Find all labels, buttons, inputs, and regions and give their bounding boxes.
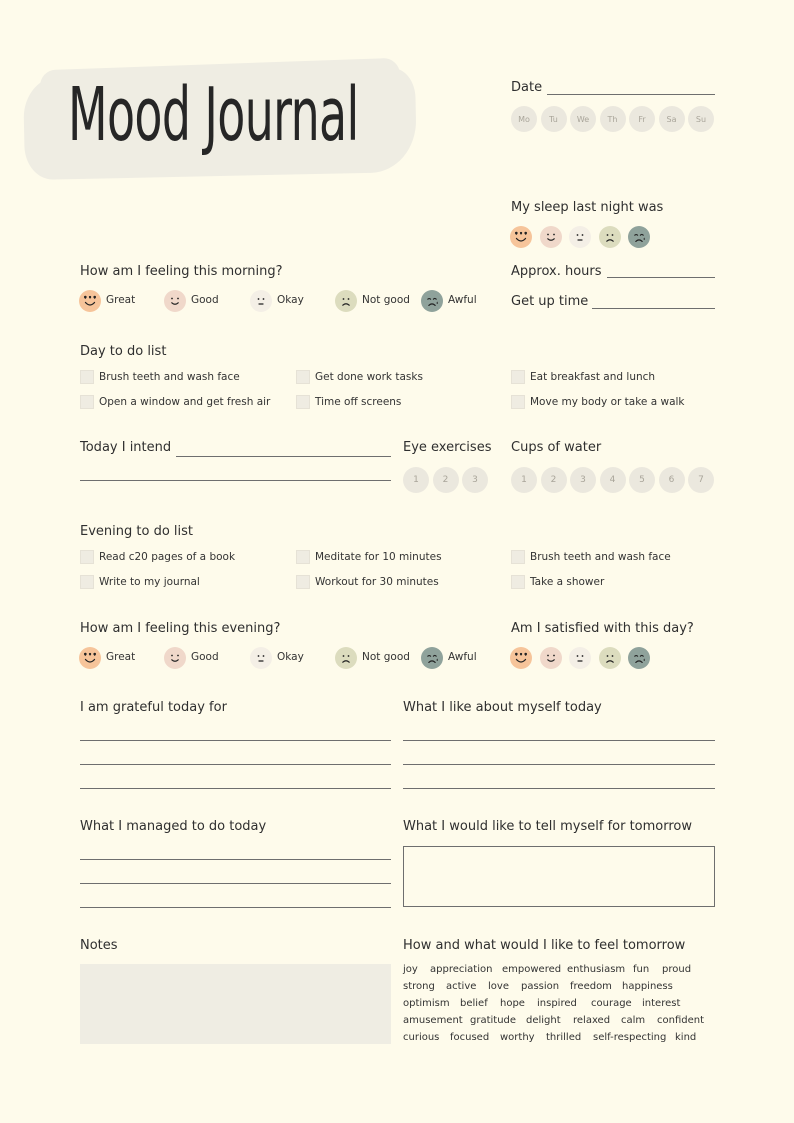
morning-mood-label: Good — [191, 294, 219, 306]
feeling-word[interactable]: joy — [403, 964, 418, 975]
intend-line-1[interactable] — [176, 456, 391, 457]
eye-count-3[interactable]: 3 — [462, 467, 488, 493]
day-todo-item-label: Time off screens — [315, 396, 402, 408]
day-th[interactable]: Th — [600, 106, 626, 132]
like-myself-line-3[interactable] — [403, 788, 715, 789]
getup-line[interactable] — [592, 308, 715, 309]
feeling-word[interactable]: calm — [621, 1015, 646, 1026]
satisfied-label: Am I satisfied with this day? — [511, 621, 694, 636]
evening-label: How am I feeling this evening? — [80, 621, 281, 636]
grateful-line-2[interactable] — [80, 764, 391, 765]
day-su[interactable]: Su — [688, 106, 714, 132]
morning-great-icon[interactable] — [79, 290, 101, 312]
day-tu[interactable]: Tu — [541, 106, 567, 132]
feeling-word[interactable]: inspired — [537, 998, 577, 1009]
feel-tomorrow-label: How and what would I like to feel tomorrow — [403, 938, 686, 953]
managed-line-1[interactable] — [80, 859, 391, 860]
feeling-word[interactable]: kind — [675, 1032, 697, 1043]
evening-todo-checkbox[interactable] — [80, 550, 94, 564]
evening-mood-label: Okay — [277, 651, 304, 663]
morning-mood-label: Awful — [448, 294, 477, 306]
satisfied-face-awful-icon[interactable] — [628, 647, 650, 669]
feeling-word[interactable]: worthy — [500, 1032, 535, 1043]
morning-mood-label: Great — [106, 294, 136, 306]
day-todo-checkbox[interactable] — [296, 370, 310, 384]
feeling-word[interactable]: proud — [662, 964, 692, 975]
evening-todo-checkbox[interactable] — [511, 575, 525, 589]
evening-not-good-icon[interactable] — [335, 647, 357, 669]
feeling-word[interactable]: curious — [403, 1032, 440, 1043]
morning-not-good-icon[interactable] — [335, 290, 357, 312]
feeling-word[interactable]: hope — [500, 998, 525, 1009]
day-mo[interactable]: Mo — [511, 106, 537, 132]
feeling-word[interactable]: relaxed — [573, 1015, 611, 1026]
morning-mood-label: Okay — [277, 294, 304, 306]
evening-todo-checkbox[interactable] — [511, 550, 525, 564]
evening-todo-item-label: Read c20 pages of a book — [99, 551, 236, 563]
water-count-1[interactable]: 1 — [511, 467, 537, 493]
feeling-word[interactable]: fun — [633, 964, 650, 975]
intend-line-2[interactable] — [80, 480, 391, 481]
feeling-word[interactable]: self-respecting — [593, 1032, 667, 1043]
managed-line-2[interactable] — [80, 883, 391, 884]
feeling-word[interactable]: confident — [657, 1015, 705, 1026]
day-fr[interactable]: Fr — [629, 106, 655, 132]
managed-label: What I managed to do today — [80, 819, 267, 834]
water-label: Cups of water — [511, 440, 602, 455]
morning-awful-icon[interactable] — [421, 290, 443, 312]
hours-label: Approx. hours — [511, 264, 602, 279]
evening-mood-label: Awful — [448, 651, 477, 663]
date-label: Date — [511, 80, 543, 95]
feeling-word[interactable]: optimism — [403, 998, 450, 1009]
feeling-word[interactable]: passion — [521, 981, 560, 992]
day-todo-checkbox[interactable] — [296, 395, 310, 409]
tell-tomorrow-label: What I would like to tell myself for tomorrow — [403, 819, 693, 834]
day-todo-checkbox[interactable] — [511, 370, 525, 384]
grateful-line-3[interactable] — [80, 788, 391, 789]
feeling-word[interactable]: interest — [642, 998, 681, 1009]
feeling-word[interactable]: active — [446, 981, 477, 992]
like-myself-line-2[interactable] — [403, 764, 715, 765]
satisfied-face-okay-icon[interactable] — [569, 647, 591, 669]
evening-awful-icon[interactable] — [421, 647, 443, 669]
grateful-line-1[interactable] — [80, 740, 391, 741]
satisfied-face-great-icon[interactable] — [510, 647, 532, 669]
intend-label: Today I intend — [80, 440, 172, 455]
water-count-7[interactable]: 7 — [688, 467, 714, 493]
day-todo-item-label: Move my body or take a walk — [530, 396, 685, 408]
day-todo-checkbox[interactable] — [511, 395, 525, 409]
day-todo-item-label: Eat breakfast and lunch — [530, 371, 656, 383]
evening-todo-checkbox[interactable] — [296, 575, 310, 589]
feeling-word[interactable]: empowered — [502, 964, 562, 975]
sleep-face-not-good-icon[interactable] — [599, 226, 621, 248]
morning-good-icon[interactable] — [164, 290, 186, 312]
water-count-2[interactable]: 2 — [541, 467, 567, 493]
feeling-word[interactable]: belief — [460, 998, 488, 1009]
day-todo-checkbox[interactable] — [80, 395, 94, 409]
eye-exercises-label: Eye exercises — [403, 440, 492, 455]
like-myself-line-1[interactable] — [403, 740, 715, 741]
day-todo-item-label: Get done work tasks — [315, 371, 423, 383]
feeling-word[interactable]: gratitude — [470, 1015, 517, 1026]
feeling-word[interactable]: enthusiasm — [567, 964, 626, 975]
evening-todo-item-label: Meditate for 10 minutes — [315, 551, 442, 563]
day-todo-checkbox[interactable] — [80, 370, 94, 384]
morning-label: How am I feeling this morning? — [80, 264, 283, 279]
getup-label: Get up time — [511, 294, 589, 309]
eye-count-1[interactable]: 1 — [403, 467, 429, 493]
evening-okay-icon[interactable] — [250, 647, 272, 669]
feeling-word[interactable]: thrilled — [546, 1032, 582, 1043]
evening-todo-checkbox[interactable] — [80, 575, 94, 589]
hours-line[interactable] — [607, 277, 715, 278]
page-title: Mood Journal — [68, 72, 359, 158]
morning-mood-label: Not good — [362, 294, 410, 306]
evening-todo-label: Evening to do list — [80, 524, 193, 539]
water-count-4[interactable]: 4 — [600, 467, 626, 493]
evening-good-icon[interactable] — [164, 647, 186, 669]
notes-label: Notes — [80, 938, 118, 953]
feeling-word[interactable]: strong — [403, 981, 435, 992]
evening-todo-checkbox[interactable] — [296, 550, 310, 564]
managed-line-3[interactable] — [80, 907, 391, 908]
date-line[interactable] — [547, 94, 715, 95]
water-count-3[interactable]: 3 — [570, 467, 596, 493]
satisfied-face-good-icon[interactable] — [540, 647, 562, 669]
satisfied-face-not-good-icon[interactable] — [599, 647, 621, 669]
evening-mood-label: Good — [191, 651, 219, 663]
grateful-label: I am grateful today for — [80, 700, 227, 715]
water-count-5[interactable]: 5 — [629, 467, 655, 493]
feeling-word[interactable]: courage — [591, 998, 632, 1009]
feeling-word[interactable]: appreciation — [430, 964, 493, 975]
feeling-word[interactable]: amusement — [403, 1015, 463, 1026]
day-we[interactable]: We — [570, 106, 596, 132]
evening-mood-label: Not good — [362, 651, 410, 663]
tell-tomorrow-box[interactable] — [403, 846, 715, 907]
sleep-face-great-icon[interactable] — [510, 226, 532, 248]
evening-mood-label: Great — [106, 651, 136, 663]
evening-todo-item-label: Take a shower — [530, 576, 605, 588]
sleep-face-good-icon[interactable] — [540, 226, 562, 248]
eye-count-2[interactable]: 2 — [433, 467, 459, 493]
sleep-face-awful-icon[interactable] — [628, 226, 650, 248]
feeling-word[interactable]: love — [488, 981, 509, 992]
evening-todo-item-label: Workout for 30 minutes — [315, 576, 439, 588]
notes-box[interactable] — [80, 964, 391, 1044]
morning-okay-icon[interactable] — [250, 290, 272, 312]
feeling-word[interactable]: happiness — [622, 981, 673, 992]
feeling-word[interactable]: focused — [450, 1032, 490, 1043]
day-todo-label: Day to do list — [80, 344, 167, 359]
evening-todo-item-label: Brush teeth and wash face — [530, 551, 671, 563]
water-count-6[interactable]: 6 — [659, 467, 685, 493]
feeling-word[interactable]: freedom — [570, 981, 612, 992]
feeling-word[interactable]: delight — [526, 1015, 561, 1026]
sleep-label: My sleep last night was — [511, 200, 664, 215]
day-todo-item-label: Open a window and get fresh air — [99, 396, 271, 408]
sleep-face-okay-icon[interactable] — [569, 226, 591, 248]
evening-todo-item-label: Write to my journal — [99, 576, 200, 588]
evening-great-icon[interactable] — [79, 647, 101, 669]
like-myself-label: What I like about myself today — [403, 700, 602, 715]
day-todo-item-label: Brush teeth and wash face — [99, 371, 240, 383]
day-sa[interactable]: Sa — [659, 106, 685, 132]
